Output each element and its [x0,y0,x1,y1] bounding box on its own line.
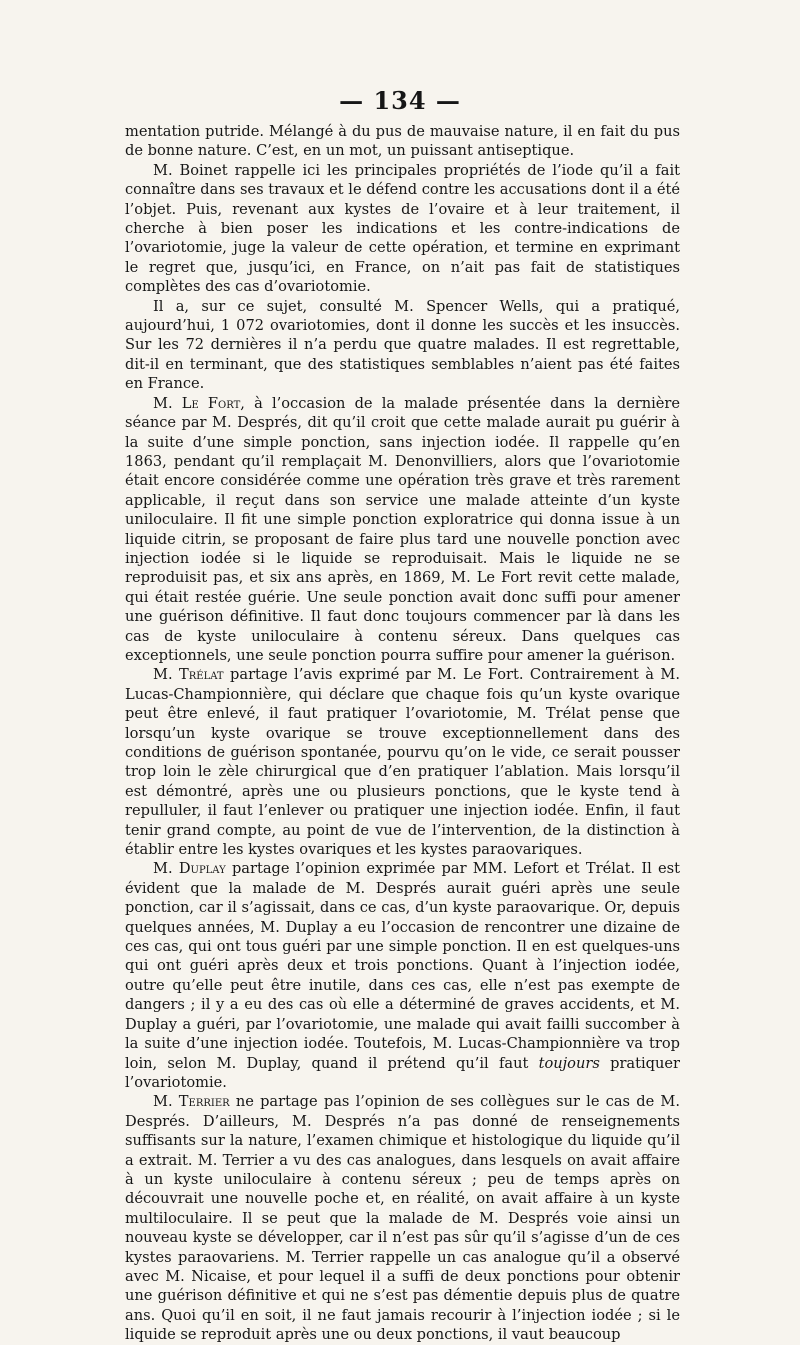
paragraph-2 [125,161,680,297]
paragraph-6-tail: pratiquer l’ovariotomie. [125,1054,681,1091]
paragraph-1 [125,122,680,161]
paragraph-2-text: M. Boinet rappelle ici les principales propriétés de l’iode qu’il a fait connaître dans ses travaux et le défend contre les accusations dont il a été l’objet. Puis, revenant aux kystes de l’ovaire et à leur traitement, il cherche à bien poser les indications et les contre-indications de l’ovariotomie, juge la valeur de cette opération, et termine en exprimant le regret que, jusqu’ici, en France, on n’ait pas fait de statistiques complètes des cas d’ovariotomie. [125,161,680,296]
body-text [125,122,680,1345]
paragraph-4 [125,394,680,666]
speaker-trelat: M. Trélat [153,666,224,684]
speaker-duplay: M. Duplay [153,860,226,878]
paragraph-6-text: partage l’opinion exprimée par MM. Lefort et Trélat. Il est évident que la malade de M. Després aurait guéri après une seule ponction, car il s’agissait, dans ce cas, d’un kyste paraovarique. Or, depuis quelques années, M. Duplay a eu l’occasion de rencontrer une dizaine de ces cas, qui ont tous guéri par une simple ponction. Il en est quelques-uns qui ont guéri après deux et trois ponctions. Quant à l’injection iodée, outre qu’elle peut être inutile, dans ces cas, elle n’est pas exempte de dangers ; il y a eu des cas où elle a déterminé de graves accidents, et M. Duplay a guéri, par l’ovariotomie, une malade qui avait failli succomber à la suite d’une injection iodée. Toutefois, M. Lucas-Championnière va trop loin, selon M. Duplay, quand il prétend qu’il faut [125,860,680,1072]
speaker-terrier: M. Terrier [153,1093,230,1111]
paragraph-3 [125,297,680,394]
paragraph-7 [125,1092,680,1344]
page-number: — 134 — [339,86,461,115]
paragraph-3-text: Il a, sur ce sujet, consulté M. Spencer Wells, qui a pratiqué, aujourd’hui, 1 072 ovariotomies, dont il donne les succès et les insuccès. Sur les 72 dernières il n’a perdu que quatre malades. Il est regrettable, dit-il en terminant, que des statistiques semblables n’aient pas été faites en France. [125,297,680,393]
paragraph-1-text: mentation putride. Mélangé à du pus de mauvaise nature, il en fait du pus de bonne nature. C’est, en un mot, un puissant antiseptique. [125,123,680,160]
paragraph-6 [125,859,680,1092]
paragraph-4-text: à l’occasion de la malade présentée dans la dernière séance par M. Després, dit qu’il croit que cette malade aurait pu guérir à la suite d’une simple ponction, sans injection iodée. Il rappelle qu’en 1863, pendant qu’il remplaçait M. Denonvilliers, alors que l’ovariotomie était encore considérée comme une opération très grave et très rarement applicable, il reçut dans son service une malade atteinte d’un kyste uniloculaire. Il fit une simple ponction exploratrice qui donna issue à un liquide citrin, se proposant de faire plus tard une nouvelle ponction avec injection iodée si le liquide se reproduisait. Mais le liquide ne se reproduisit pas, et six ans après, en 1869, M. Le Fort revit cette malade, qui était restée guérie. Une seule ponction avait donc suffi pour amener une guérison définitive. Il faut donc toujours commencer par là dans les cas de kyste uniloculaire à contenu séreux. Dans quelques cas exceptionnels, une seule ponction pourra suffire pour amener la guérison. [125,394,681,664]
paragraph-7-text: ne partage pas l’opinion de ses collègues sur le cas de M. Després. D’ailleurs, M. Després n’a pas donné de renseignements suffisants sur la nature, l’examen chimique et histologique du liquide qu’il a extrait. M. Terrier a vu des cas analogues, dans lesquels on avait affaire à un kyste uniloculaire à contenu séreux ; peu de temps après on découvrait une nouvelle poche et, en réalité, on avait affaire à un kyste multiloculaire. Il se peut que la malade de M. Després voie ainsi un nouveau kyste se développer, car il n’est pas sûr qu’il s’agisse d’un de ces kystes paraovariens. M. Terrier rappelle un cas analogue qu’il a observé avec M. Nicaise, et pour lequel il a suffi de deux ponctions pour obtenir une guérison définitive et qui ne s’est pas démentie depuis plus de quatre ans. Quoi qu’il en soit, il ne faut jamais recourir à l’injection iodée ; si le liquide se reproduit après une ou deux ponctions, il vaut beaucoup [125,1093,681,1344]
emphasis-toujours: toujours [538,1054,600,1072]
paragraph-5 [125,665,680,859]
speaker-le-fort: M. Le Fort, [153,394,245,412]
paragraph-5-text: partage l’avis exprimé par M. Le Fort. Contrairement à M. Lucas-Championnière, qui déclare que chaque fois qu’un kyste ovarique peut être enlevé, il faut pratiquer l’ovariotomie, M. Trélat pense que lorsqu’un kyste ovarique se trouve exceptionnellement dans des conditions de guérison spontanée, pourvu qu’on le vide, ce serait pousser trop loin le zèle chirurgical que d’en pratiquer l’ablation. Mais lorsqu’il est démontré, après une ou plusieurs ponctions, que le kyste tend à repulluler, il faut l’enlever ou pratiquer une injection iodée. Enfin, il faut tenir grand compte, au point de vue de l’intervention, de la distinction à établir entre les kystes ovariques et les kystes paraovariques. [125,666,681,859]
